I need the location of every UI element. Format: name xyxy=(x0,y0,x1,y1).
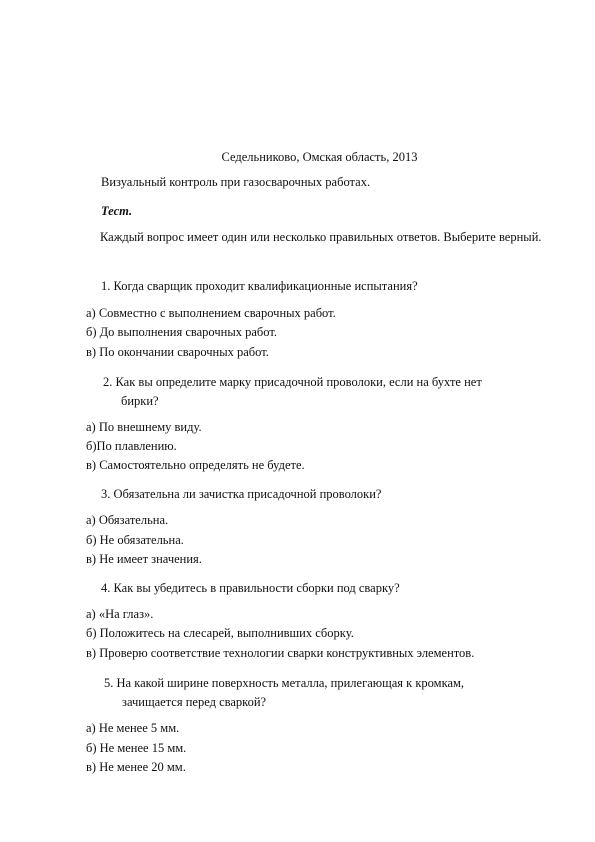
question-1-option-a: а) Совместно с выполнением сварочных работ. xyxy=(86,306,336,320)
question-3: 3. Обязательна ли зачистка присадочной проволоки? xyxy=(101,487,382,501)
question-2-line-2: бирки? xyxy=(121,394,159,408)
question-1-option-b: б) До выполнения сварочных работ. xyxy=(86,325,278,339)
question-1: 1. Когда сварщик проходит квалификационные испытания? xyxy=(101,279,418,293)
question-1-option-c: в) По окончании сварочных работ. xyxy=(86,345,269,359)
question-2: 2. Как вы определите марку присадочной проволоки, если на бухте нет xyxy=(103,375,482,389)
question-5-option-a: а) Не менее 5 мм. xyxy=(86,721,180,735)
question-2-option-c: в) Самостоятельно определять не будете. xyxy=(86,458,305,472)
question-2-option-b: б)По плавлению. xyxy=(86,439,177,453)
test-label: Тест. xyxy=(101,204,133,218)
question-2-option-a: а) По внешнему виду. xyxy=(86,420,202,434)
question-5-option-c: в) Не менее 20 мм. xyxy=(86,760,186,774)
question-5-line-2: зачищается перед сваркой? xyxy=(122,695,267,709)
question-5-option-b: б) Не менее 15 мм. xyxy=(86,741,187,755)
question-4-option-a: а) «На глаз». xyxy=(86,607,154,621)
question-3-option-b: б) Не обязательна. xyxy=(86,533,184,547)
document-header: Седельниково, Омская область, 2013 xyxy=(221,150,418,164)
question-4-option-c: в) Проверю соответствие технологии сварки конструктивных элементов. xyxy=(86,646,475,660)
question-3-option-a: а) Обязательна. xyxy=(86,513,169,527)
question-5: 5. На какой ширине поверхность металла, прилегающая к кромкам, xyxy=(104,676,465,690)
instructions: Каждый вопрос имеет один или несколько правильных ответов. Выберите верный. xyxy=(100,230,542,244)
question-3-option-c: в) Не имеет значения. xyxy=(86,552,202,566)
question-4-option-b: б) Положитесь на слесарей, выполнивших сборку. xyxy=(86,626,354,640)
question-4: 4. Как вы убедитесь в правильности сборки под сварку? xyxy=(101,581,400,595)
document-title: Визуальный контроль при газосварочных работах. xyxy=(101,175,371,189)
